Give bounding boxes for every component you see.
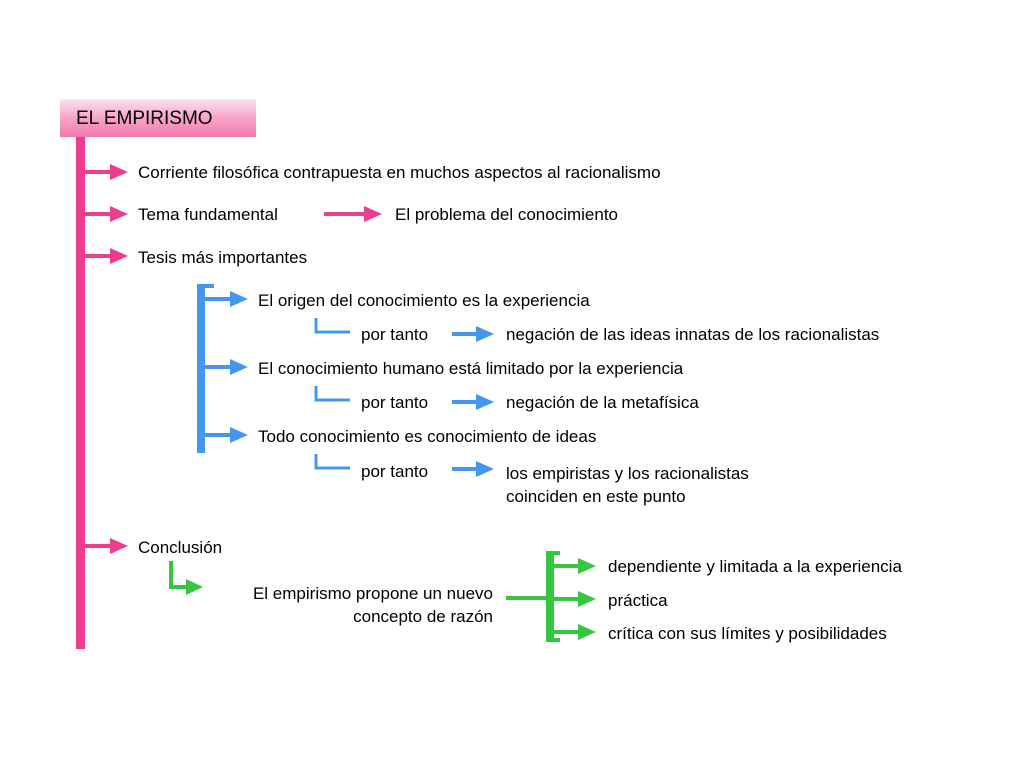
- thesis-1-connector: por tanto: [361, 325, 429, 344]
- thesis-3-connector: por tanto: [361, 462, 429, 481]
- thesis-2-consequence: negación de la metafísica: [506, 393, 699, 412]
- elbow-conclusion: [171, 561, 187, 587]
- thesis-1-statement: El origen del conocimiento es la experiencia: [258, 291, 590, 310]
- thesis-3-statement: Todo conocimiento es conocimiento de ideas: [258, 427, 597, 446]
- title-box: [60, 99, 256, 137]
- thesis-1-consequence: negación de las ideas innatas de los racionalistas: [506, 325, 880, 344]
- property-1: dependiente y limitada a la experiencia: [608, 557, 902, 576]
- page-title: EL EMPIRISMO: [76, 108, 213, 129]
- conclusion-proposal-line-1: El empirismo propone un nuevo: [252, 584, 493, 603]
- thesis-2-statement: El conocimiento humano está limitado por la experiencia: [258, 359, 684, 378]
- conclusion-label: Conclusión: [138, 538, 223, 557]
- green-bracket: [546, 552, 554, 641]
- pink-trunk: [76, 137, 85, 649]
- thesis-3-consequence-line-1: los empiristas y los racionalistas: [506, 464, 749, 483]
- elbow-thesis-1: [316, 318, 350, 332]
- elbow-thesis-3: [316, 454, 350, 468]
- property-2: práctica: [608, 591, 668, 610]
- property-3: crítica con sus límites y posibilidades: [608, 624, 887, 643]
- theme-label: Tema fundamental: [138, 205, 278, 224]
- elbow-thesis-2: [316, 386, 350, 400]
- thesis-2-connector: por tanto: [361, 393, 429, 412]
- conclusion-proposal-line-2: concepto de razón: [353, 607, 493, 626]
- theme-value: El problema del conocimiento: [395, 205, 619, 224]
- theses-label: Tesis más importantes: [138, 248, 308, 267]
- thesis-3-consequence-line-2: coinciden en este punto: [506, 487, 686, 506]
- blue-bracket: [197, 284, 205, 453]
- definition-text: Corriente filosófica contrapuesta en muchos aspectos al racionalismo: [138, 163, 661, 182]
